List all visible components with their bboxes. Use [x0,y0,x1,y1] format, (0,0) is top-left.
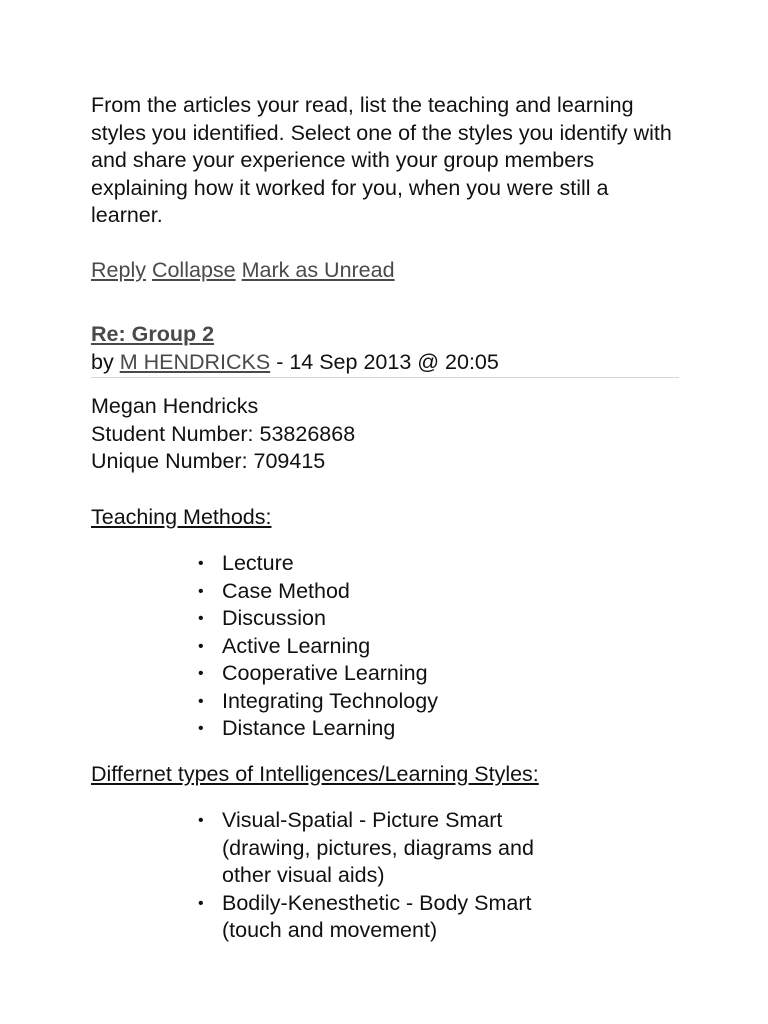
list-item [91,715,562,743]
list-item-text: Bodily-Kenesthetic - Body Smart (touch and movement) [222,890,532,942]
post-body [91,393,681,945]
bullet-icon: • [198,637,204,655]
list-item [91,550,562,578]
bullet-icon: • [198,582,204,600]
message-actions [91,257,681,285]
list-item-text: Visual-Spatial - Picture Smart (drawing, pictures, diagrams and other visual aids) [222,808,534,887]
byline-prefix: by [91,349,114,374]
bullet-icon: • [198,610,204,627]
list-item [91,660,562,688]
bullet-icon: • [198,665,204,682]
list-item [91,807,562,890]
post-date: - 14 Sep 2013 @ 20:05 [270,349,499,374]
post-header [91,321,681,378]
list-item-text: Integrating Technology [222,688,438,713]
list-item-text: Case Method [222,578,350,603]
student-name: Megan Hendricks [91,394,259,418]
post-byline [91,349,681,377]
list-item-text: Active Learning [222,633,371,658]
list-item-text: Discussion [222,606,326,630]
bullet-icon: • [198,692,204,710]
teaching-methods-list [91,550,681,743]
list-item [91,633,562,661]
teaching-methods-heading: Teaching Methods: [91,504,272,529]
list-item-text: Lecture [222,551,294,575]
list-item [91,890,562,945]
header-divider [91,377,679,378]
list-item [91,605,562,633]
learning-styles-heading: Differnet types of Intelligences/Learning Styles: [91,761,539,786]
bullet-icon: • [198,812,204,829]
learning-styles-list [91,807,681,945]
intro-message: From the articles your read, list the teaching and learning styles you identified. Select one of the styles you identify with and share your experience with your group members explaining how it worked for you, when you were still a learner. [91,93,672,227]
bullet-icon: • [198,894,204,912]
list-item-text: Distance Learning [222,716,396,740]
list-item-text: Cooperative Learning [222,661,428,685]
post-title-link[interactable]: Re: Group 2 [91,322,215,346]
student-number: Student Number: 53826868 [91,421,356,446]
list-item [91,688,562,716]
bullet-icon: • [198,720,204,737]
list-item [91,578,562,606]
unique-number: Unique Number: 709415 [91,449,326,473]
author-link[interactable]: M HENDRICKS [119,349,271,374]
collapse-link[interactable]: Collapse [151,257,236,282]
reply-link[interactable]: Reply [91,257,146,282]
bullet-icon: • [198,555,204,572]
forum-post-page [91,92,681,945]
mark-unread-link[interactable]: Mark as Unread [241,257,395,282]
